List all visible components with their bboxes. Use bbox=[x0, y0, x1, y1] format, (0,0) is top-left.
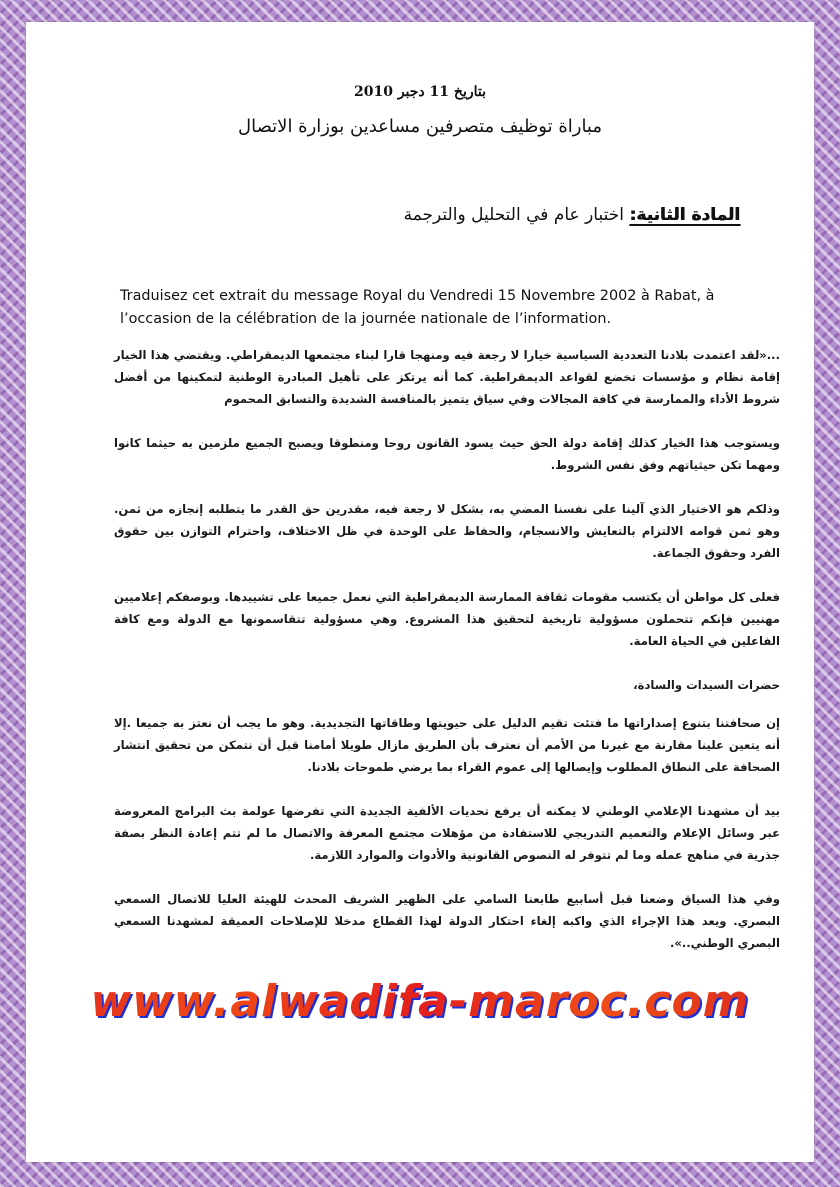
extract-paragraph: وفي هذا السياق وضعنا قبل أسابيع طابعنا السامي على الظهير الشريف المحدث للهيئة العليا للاتصال السمعي البصري. ويعد هذا الإجراء الذي واكبه إلغاء احتكار الدولة لهذا القطاع مدخلا للإصلاحات العميقة لمشهدنا السمعي البصري الوطني..». bbox=[114, 892, 780, 950]
extract-paragraph: بيد أن مشهدنا الإعلامي الوطني لا يمكنه أن يرفع تحديات الألفية الجديدة التي تفرضها عولمة بث البرامج المعروضة عبر وسائل الإعلام والتعميم التدريجي للاستفادة من مؤهلات مجتمع المعرفة والاتصال ما لم تتم إعادة النظر بصفة جذرية في مناهج عمله وما لم تتوفر له النصوص القانونية والأدوات والموارد اللازمة. bbox=[114, 804, 780, 862]
extract-paragraph: فعلى كل مواطن أن يكتسب مقومات ثقافة الممارسة الديمقراطية التي نعمل جميعا على تشييدها. وبوصفكم إعلاميين مهنيين فإنكم تتحملون مسؤولية تاريخية لتحقيق هذا المشروع. وهي مسؤولية تتقاسمونها مع الدولة ومع كافة الفاعلين في الحياة العامة. bbox=[114, 590, 780, 648]
exam-date: بتاريخ 11 دجبر 2010 bbox=[353, 84, 486, 100]
exam-title: مباراة توظيف متصرفين مساعدين بوزارة الاتصال bbox=[238, 116, 602, 137]
subject-label: المادة الثانية: bbox=[629, 205, 740, 225]
subject-heading bbox=[404, 205, 740, 225]
translation-instruction: Traduisez cet extrait du message Royal du Vendredi 15 Novembre 2002 à Rabat, à l’occasion de la célébration de la journée nationale de l’information. bbox=[120, 288, 715, 327]
extract-paragraph: إن صحافتنا بتنوع إصداراتها ما فتئت تقيم الدليل على حيويتها وطاقاتها التجديدية. وهو ما يجب أن نعتز به جميعا .إلا أنه يتعين علينا مقارنة مع غيرنا من الأمم أن نعترف بأن الطريق مازال طويلا أمامنا قبل أن نتمكن من تحقيق انتشار الصحافة على النطاق المطلوب وإيصالها إلى عموم القراء بما يرضي طموحات بلادنا. bbox=[114, 716, 780, 774]
extract-salutation: حضرات السيدات والسادة، bbox=[633, 678, 780, 692]
extract-paragraph: وذلكم هو الاختيار الذي آلينا على نفسنا المضي به، بشكل لا رجعة فيه، مقدرين حق القدر ما يتطلبه إنجازه من ثمن. وهو ثمن قوامه الالتزام بالتعايش والانسجام، والحفاظ على الوحدة في ظل الاختلاف، واحترام التوازن بين حقوق الفرد وحقوق الجماعة. bbox=[114, 502, 780, 560]
arabic-extract bbox=[114, 344, 780, 976]
site-watermark: www.alwadifa-maroc.com bbox=[26, 976, 814, 1027]
extract-paragraph: ويستوجب هذا الخيار كذلك إقامة دولة الحق حيث يسود القانون روحا ومنطوقا ويصبح الجميع ملزمين به حيثما كانوا ومهما تكن حيثياتهم وفق نفس الشروط. bbox=[114, 436, 780, 472]
subject-text: اختبار عام في التحليل والترجمة bbox=[403, 205, 624, 225]
exam-page bbox=[26, 22, 814, 1162]
extract-paragraph: ...«لقد اعتمدت بلادنا التعددية السياسية خيارا لا رجعة فيه ومنهجا قارا لبناء مجتمعها الديمقراطي. ويقتضي هذا الخيار إقامة نظام و مؤسسات تخضع لقواعد الديمقراطية. كما أنه يرتكز على تأهيل المبادرة الوطنية لتمكينها من أفضل شروط الأداء والممارسة في كافة المجالات وفي سياق يتميز بالمنافسة الشديدة والتسابق المحموم bbox=[114, 348, 780, 406]
